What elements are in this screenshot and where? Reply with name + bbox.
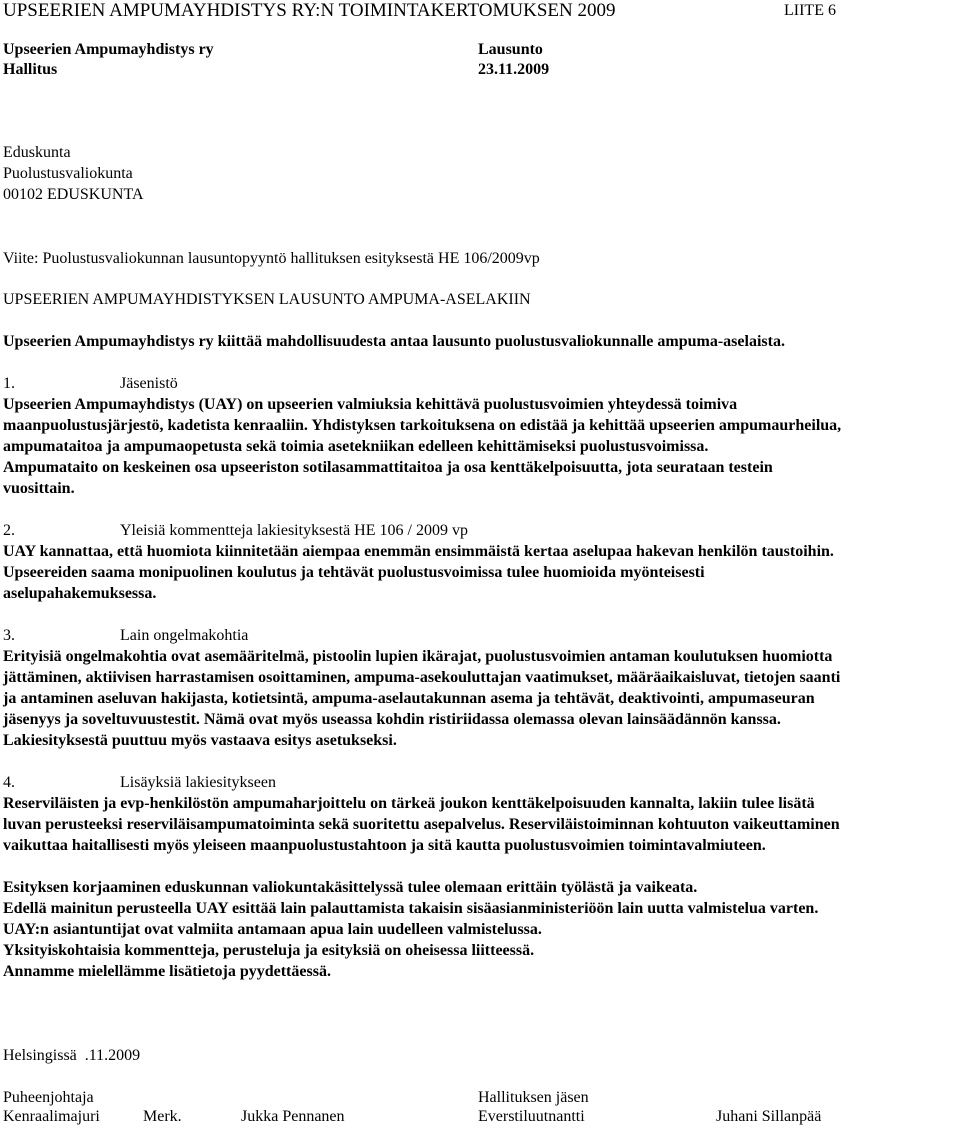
header-body-name: Hallitus bbox=[3, 61, 58, 78]
closing-line: Yksityiskohtaisia kommentteja, perusteluja ja esityksiä on oheisessa liitteessä. bbox=[3, 942, 535, 959]
section-4-number: 4. bbox=[3, 774, 15, 791]
document-title: UPSEERIEN AMPUMAYHDISTYKSEN LAUSUNTO AMPUMA-ASELAKIIN bbox=[3, 291, 531, 308]
section-1-line: maanpuolustusjärjestö, kadetista kenraaliin. Yhdistyksen tarkoituksena on edistää ja kehittää upseerien ampumaurheilua, bbox=[3, 417, 842, 434]
section-4-line: Reserviläisten ja evp-henkilöstön ampumaharjoittelu on tärkeä joukon kenttäkelpoisuuden kannalta, lakiin tulee lisätä bbox=[3, 795, 815, 812]
recipient-line-1: Eduskunta bbox=[3, 144, 71, 161]
attachment-label: LIITE 6 bbox=[784, 2, 836, 19]
recipient-line-2: Puolustusvaliokunta bbox=[3, 165, 133, 182]
section-2-line: aselupahakemuksessa. bbox=[3, 585, 157, 602]
closing-line: Annamme mielellämme lisätietoja pyydettäessä. bbox=[3, 963, 331, 980]
header-title: UPSEERIEN AMPUMAYHDISTYS RY:N TOIMINTAKERTOMUKSEN 2009 bbox=[3, 0, 616, 21]
section-2-number: 2. bbox=[3, 522, 15, 539]
header-date: 23.11.2009 bbox=[478, 61, 550, 78]
section-4-heading: Lisäyksiä lakiesitykseen bbox=[120, 774, 276, 791]
header-org: Upseerien Ampumayhdistys ry bbox=[3, 41, 214, 58]
section-1-line: vuosittain. bbox=[3, 480, 75, 497]
section-1-line: Ampumataito on keskeinen osa upseeriston sotilasammattitaitoa ja osa kenttäkelpoisuutta, jota seurataan testein bbox=[3, 459, 773, 476]
section-2-line: Upseereiden saama monipuolinen koulutus ja tehtävät puolustusvoimissa tulee huomioida myönteisesti bbox=[3, 564, 705, 581]
section-3-line: jäsenyys ja soveltuvuustestit. Nämä ovat myös useassa kohdin ristiriidassa olemassa olevan lainsäädännön kanssa. bbox=[3, 711, 781, 728]
section-4-line: vaikuttaa haitallisesti myös yleiseen maanpuolustustahtoon ja sitä kautta puolustusvoimien toimintavalmiuteen. bbox=[3, 837, 766, 854]
intro-paragraph: Upseerien Ampumayhdistys ry kiittää mahdollisuudesta antaa lausunto puolustusvaliokunnalle ampuma-aselaista. bbox=[3, 333, 785, 350]
section-3-line: Lakiesityksestä puuttuu myös vastaava esitys asetukseksi. bbox=[3, 732, 397, 749]
section-1-line: ampumataitoa ja ampumaopetusta sekä toimia asetekniikan edelleen kehittämiseksi puolustusvoimissa. bbox=[3, 438, 709, 455]
signature-right-rank: Everstiluutnantti bbox=[478, 1108, 585, 1125]
header-doc-type: Lausunto bbox=[478, 41, 543, 58]
closing-line: UAY:n asiantuntijat ovat valmiita antamaan apua lain uudelleen valmistelussa. bbox=[3, 921, 542, 938]
section-2-heading: Yleisiä kommentteja lakiesityksestä HE 106 / 2009 vp bbox=[120, 522, 468, 539]
section-4-line: luvan perusteeksi reserviläisampumatoiminta sekä suoritettu asepalvelus. Reserviläistoiminnan kohtuuton vaikeuttaminen bbox=[3, 816, 840, 833]
signature-left-abbr: Merk. bbox=[143, 1108, 182, 1125]
section-3-line: Erityisiä ongelmakohtia ovat asemääritelmä, pistoolin lupien ikärajat, puolustusvoimien antaman koulutuksen huomiotta bbox=[3, 648, 833, 665]
signature-right-name: Juhani Sillanpää bbox=[716, 1108, 822, 1125]
section-2-line: UAY kannattaa, että huomiota kiinnitetään aiempaa enemmän ensimmäistä kertaa aselupaa hakevan henkilön taustoihin. bbox=[3, 543, 834, 560]
signature-left-rank: Kenraalimajuri bbox=[3, 1108, 100, 1125]
reference-line: Viite: Puolustusvaliokunnan lausuntopyyntö hallituksen esityksestä HE 106/2009vp bbox=[3, 250, 540, 267]
closing-line: Edellä mainitun perusteella UAY esittää lain palauttamista takaisin sisäasianministeriöön lain uutta valmistelua varten. bbox=[3, 900, 819, 917]
section-3-number: 3. bbox=[3, 627, 15, 644]
section-3-line: jättäminen, aktiivisen harrastamisen osoittaminen, ampuma-asekouluttajan vaatimukset, määräaikaisluvat, tietojen saanti bbox=[3, 669, 841, 686]
section-1-number: 1. bbox=[3, 375, 15, 392]
recipient-line-3: 00102 EDUSKUNTA bbox=[3, 186, 144, 203]
closing-line: Esityksen korjaaminen eduskunnan valiokuntakäsittelyssä tulee olemaan erittäin työlästä ja vaikeata. bbox=[3, 879, 698, 896]
signature-left-role: Puheenjohtaja bbox=[3, 1089, 94, 1106]
section-3-line: ja antaminen aseluvan hakijasta, kotietsintä, ampuma-aselautakunnan asema ja tehtävät, deaktivointi, ampumaseuran bbox=[3, 690, 815, 707]
signature-right-role: Hallituksen jäsen bbox=[478, 1089, 589, 1106]
place-date: Helsingissä .11.2009 bbox=[3, 1047, 141, 1064]
signature-left-name: Jukka Pennanen bbox=[241, 1108, 345, 1125]
section-3-heading: Lain ongelmakohtia bbox=[120, 627, 249, 644]
section-1-heading: Jäsenistö bbox=[120, 375, 178, 392]
section-1-line: Upseerien Ampumayhdistys (UAY) on upseerien valmiuksia kehittävä puolustusvoimien yhteydessä toimiva bbox=[3, 396, 738, 413]
